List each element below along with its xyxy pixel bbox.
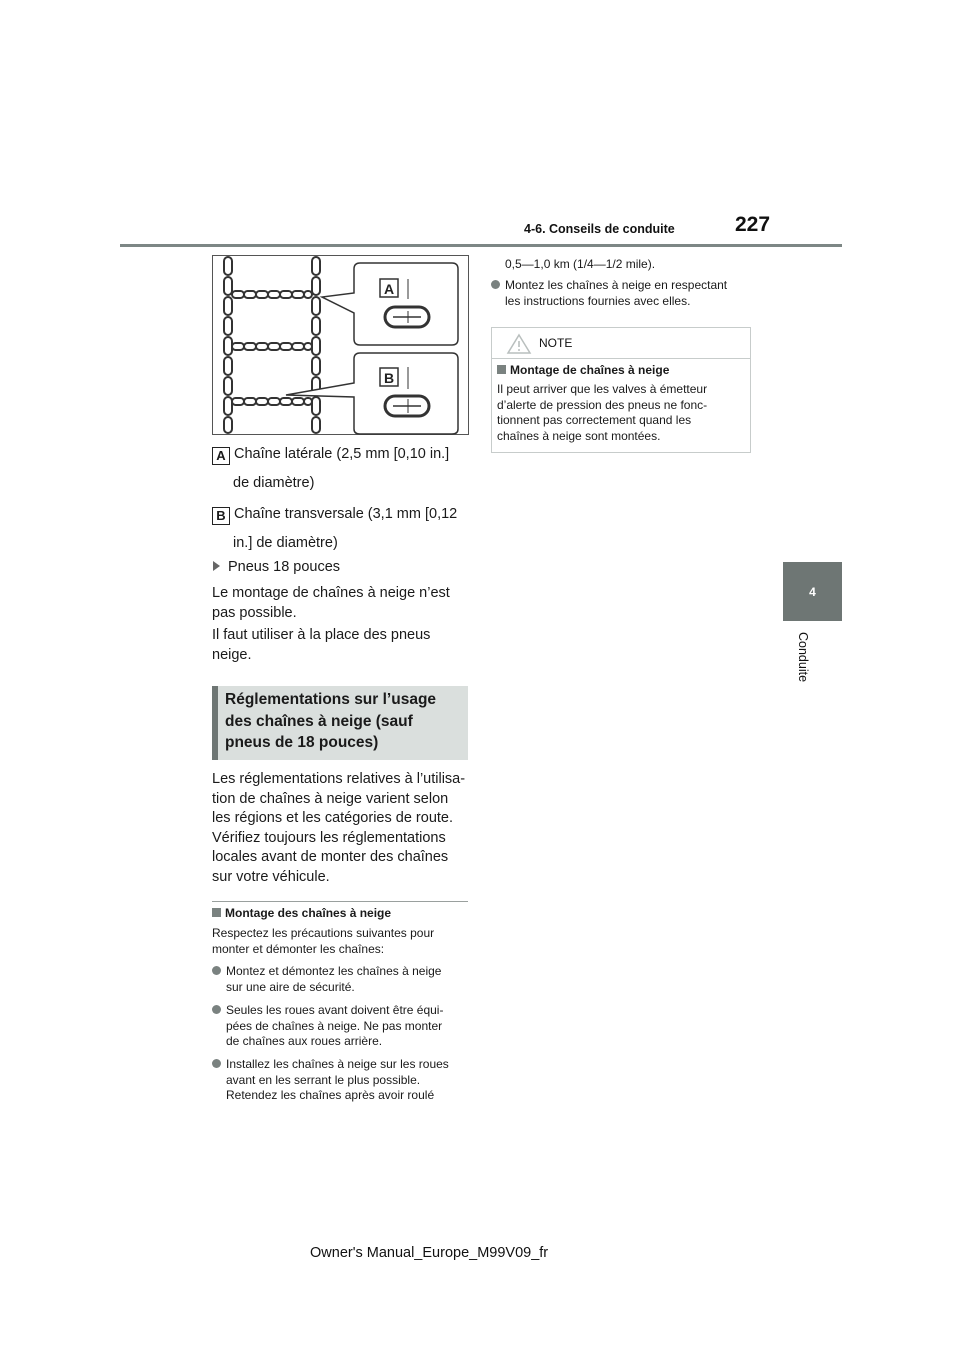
callout-a-label: A (383, 281, 395, 297)
regulations-heading-line3: pneus de 18 pouces) (225, 734, 379, 751)
page-number: 227 (735, 213, 771, 236)
chapter-number: 4 (809, 584, 816, 599)
regulations-heading-line2: des chaînes à neige (sauf (225, 712, 413, 730)
legend-a (212, 445, 449, 465)
regulations-heading (212, 686, 468, 760)
note-line: tionnent pas correctement quand les (497, 413, 692, 427)
tyres-18-bullet (213, 558, 340, 578)
note-line: Il peut arriver que les valves à émetteur (497, 382, 708, 396)
round-bullet-icon (212, 966, 221, 975)
legend-a-line2: de diamètre) (233, 475, 315, 491)
round-bullet-icon (212, 1059, 221, 1068)
chapter-tab (783, 562, 842, 621)
mounting-bullet-4-line1: Montez les chaînes à neige en respectant (505, 278, 728, 292)
note-body (497, 382, 745, 444)
mounting-bullet-2-line3: de chaînes aux roues arrière. (226, 1034, 383, 1048)
note-subtitle-text: Montage de chaînes à neige (510, 363, 670, 377)
mounting-bullet-1-line2: sur une aire de sécurité. (226, 979, 355, 994)
legend-a-key: A (212, 447, 230, 465)
mounting-bullet-2 (212, 1003, 443, 1050)
mounting-bullet-4-line2: les instructions fournies avec elles. (505, 293, 691, 308)
note-line: d’alerte de pression des pneus ne fonc- (497, 397, 708, 412)
round-bullet-icon (491, 280, 500, 289)
chapter-label-text: Conduite (796, 632, 810, 683)
legend-b-key: B (212, 507, 230, 525)
regulations-line: locales avant de monter des chaînes (212, 849, 449, 865)
square-bullet-icon (497, 365, 506, 374)
legend-a-line1: Chaîne latérale (2,5 mm [0,10 in.] (234, 446, 450, 462)
mounting-bullet-4 (491, 278, 727, 309)
mounting-intro-line2: monter et démonter les chaînes: (212, 941, 385, 956)
tyres-18-p2-line2: neige. (212, 647, 252, 663)
mounting-title (212, 906, 391, 922)
heading-accent-bar (212, 686, 218, 760)
warning-triangle-icon (506, 333, 532, 355)
chapter-label (796, 632, 810, 692)
regulations-heading-line1: Réglementations sur l’usage (225, 691, 437, 708)
mounting-bullet-1 (212, 964, 441, 995)
legend-b-line2: in.] de diamètre) (233, 535, 338, 551)
tyres-18-bullet-text: Pneus 18 pouces (228, 559, 341, 575)
continued-text: 0,5—1,0 km (1/4—1/2 mile). (505, 257, 656, 271)
mounting-intro-line1: Respectez les précautions suivantes pour (212, 926, 435, 940)
snow-chain-figure (212, 255, 469, 435)
mounting-bullet-3 (212, 1057, 449, 1104)
section-title: 4-6. Conseils de conduite (524, 222, 675, 236)
note-subtitle (497, 363, 669, 379)
note-header (492, 328, 750, 359)
callout-b-label: B (383, 370, 395, 386)
tyres-18-p2-line1: Il faut utiliser à la place des pneus (212, 627, 431, 643)
footer-manual-id: Owner's Manual_Europe_M99V09_fr (310, 1245, 549, 1261)
regulations-paragraph (212, 770, 465, 887)
legend-b (212, 505, 457, 525)
square-bullet-icon (212, 908, 221, 917)
mounting-bullet-3-line1: Installez les chaînes à neige sur les roues (226, 1057, 449, 1071)
note-label: NOTE (539, 336, 573, 350)
mounting-bullet-2-line2: pées de chaînes à neige. Ne pas monter (226, 1018, 443, 1033)
triangle-bullet-icon (213, 561, 220, 571)
mounting-intro (212, 926, 434, 957)
mounting-bullet-1-line1: Montez et démontez les chaînes à neige (226, 964, 442, 978)
tyres-18-p1-line2: pas possible. (212, 605, 297, 621)
header-rule (120, 244, 842, 247)
regulations-line: Les réglementations relatives à l’utilisa- (212, 771, 466, 787)
note-box (491, 327, 751, 453)
regulations-line: Vérifiez toujours les réglementations (212, 829, 446, 846)
note-line: chaînes à neige sont montées. (497, 428, 661, 443)
mounting-bullet-2-line1: Seules les roues avant doivent être équi- (226, 1003, 444, 1017)
mounting-title-text: Montage des chaînes à neige (225, 906, 392, 920)
legend-b-line1: Chaîne transversale (3,1 mm [0,12 (234, 506, 458, 522)
regulations-line: sur votre véhicule. (212, 868, 330, 885)
section-divider (212, 901, 468, 902)
regulations-line: tion de chaînes à neige varient selon (212, 790, 449, 807)
tyres-18-p1-line1: Le montage de chaînes à neige n’est (212, 585, 450, 601)
regulations-line: les régions et les catégories de route. (212, 810, 453, 826)
round-bullet-icon (212, 1005, 221, 1014)
mounting-bullet-3-line3: Retendez les chaînes après avoir roulé (226, 1088, 435, 1102)
mounting-bullet-3-line2: avant en les serrant le plus possible. (226, 1072, 421, 1087)
